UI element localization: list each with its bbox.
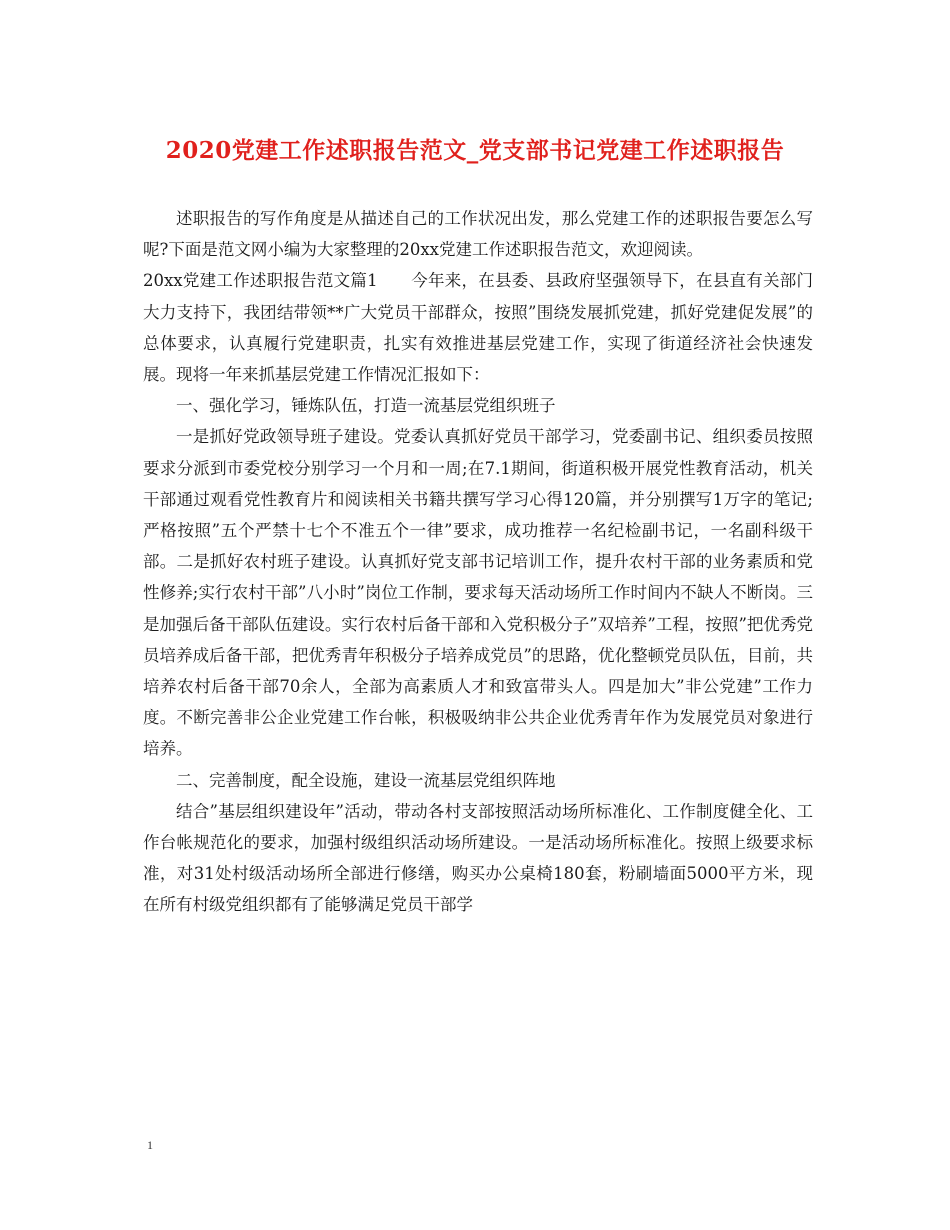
paragraph-facilities: 结合”基层组织建设年”活动，带动各村支部按照活动场所标准化、工作制度健全化、工作台帐规范化的要求，加强村级组织活动场所建设。一是活动场所标准化。按照上级要求标准，对31处村级活动场所全部进行修缮，购买办公桌椅180套，粉刷墙面5000平方米，现在所有村级党组织都有了能够满足党员干部学 <box>143 801 813 915</box>
page-number: 1 <box>147 1138 153 1152</box>
paragraph-intro: 述职报告的写作角度是从描述自己的工作状况出发，那么党建工作的述职报告要怎么写呢?下面是范文网小编为大家整理的20xx党建工作述职报告范文，欢迎阅读。 <box>143 209 813 260</box>
paragraph-team-building: 一是抓好党政领导班子建设。党委认真抓好党员干部学习，党委副书记、组织委员按照要求分派到市委党校分别学习一个月和一周;在7.1期间，街道积极开展党性教育活动，机关干部通过观看党性教育片和阅读相关书籍共撰写学习心得120篇，并分别撰写1万字的笔记;严格按照”五个严禁十七个不准五个一律”要求，成功推荐一名纪检副书记，一名副科级干部。二是抓好农村班子建设。认真抓好党支部书记培训工作，提升农村干部的业务素质和党性修养;实行农村干部”八小时”岗位工作制，要求每天活动场所工作时间内不缺人不断岗。三是加强后备干部队伍建设。实行农村后备干部和入党积极分子”双培养”工程，按照”把优秀党员培养成后备干部，把优秀青年积极分子培养成党员”的思路，优化整顿党员队伍，目前，共培养农村后备干部70余人，全部为高素质人才和致富带头人。四是加大”非公党建”工作力度。不断完善非公企业党建工作台帐，积极吸纳非公共企业优秀青年作为发展党员对象进行培养。 <box>143 427 813 759</box>
heading-section-two: 二、完善制度，配全设施，建设一流基层党组织阵地 <box>176 770 556 790</box>
heading-section-one: 一、强化学习，锤炼队伍，打造一流基层党组织班子 <box>176 396 556 416</box>
document-title: 2020党建工作述职报告范文_党支部书记党建工作述职报告 <box>165 137 785 164</box>
paragraph-section-1-opening: 20xx党建工作述职报告范文篇1 今年来，在县委、县政府坚强领导下，在县直有关部门大力支持下，我团结带领**广大党员干部群众，按照”围绕发展抓党建，抓好党建促发展”的总体要求，认真履行党建职责，扎实有效推进基层党建工作，实现了街道经济社会快速发展。现将一年来抓基层党建工作情况汇报如下： <box>143 271 813 385</box>
document-body <box>143 203 813 921</box>
